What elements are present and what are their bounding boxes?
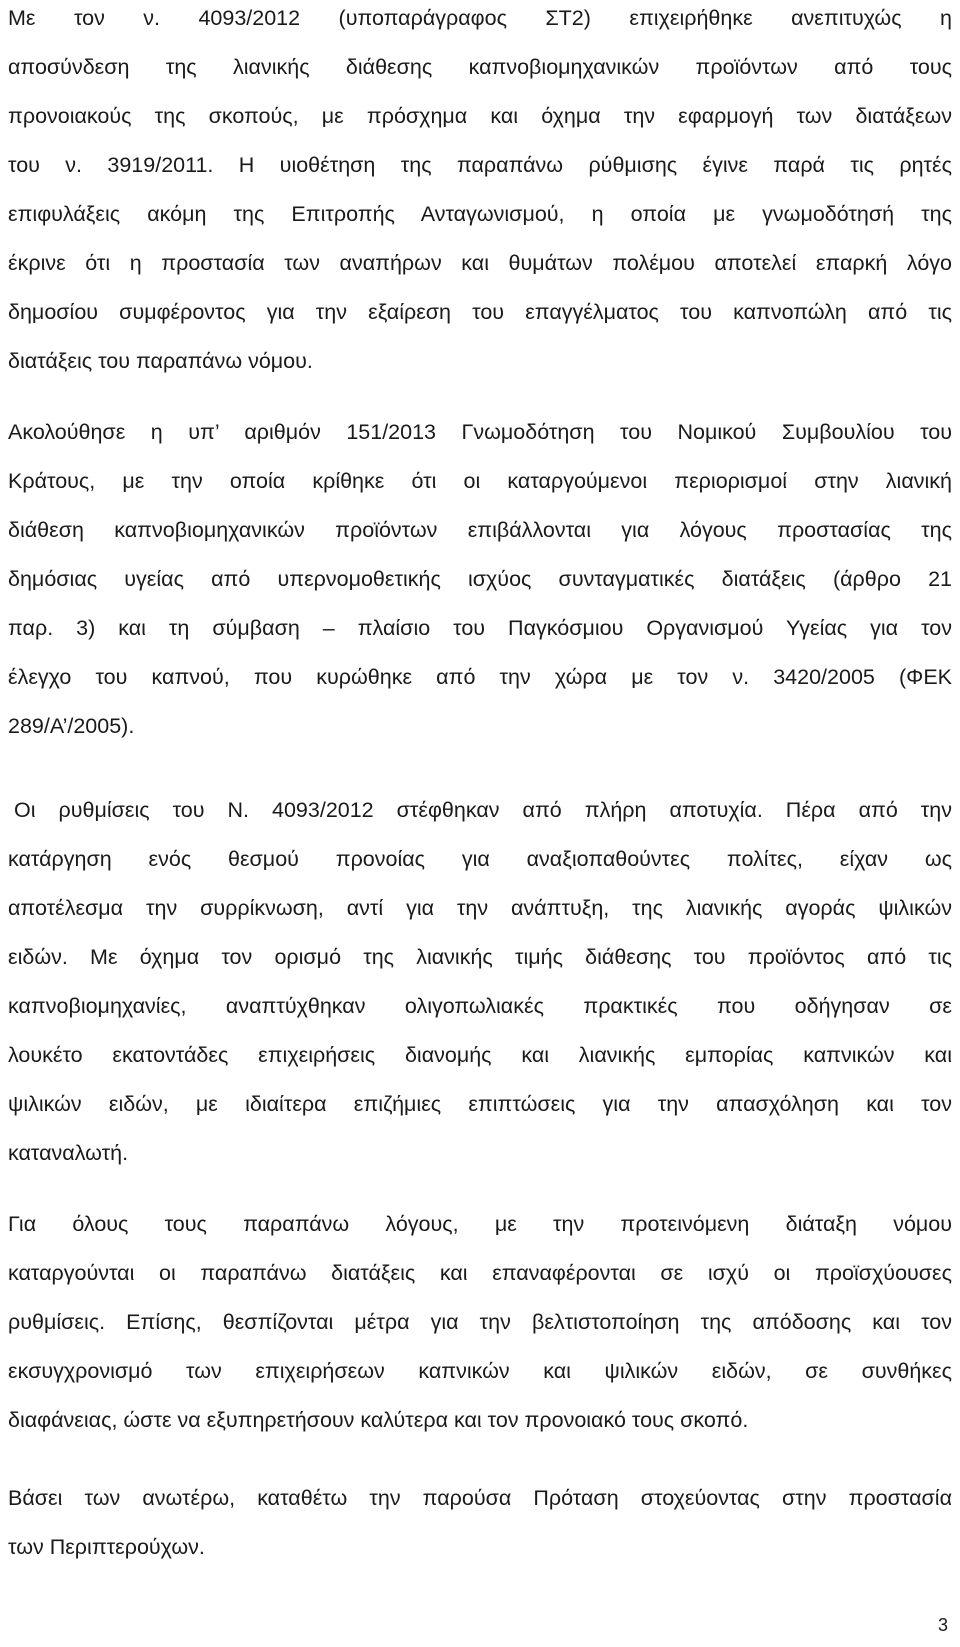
text-line: ρυθμίσεις. Επίσης, θεσπίζονται μέτρα για την βελτιστοποίηση της απόδοσης και τον (8, 1310, 952, 1334)
text-line: λουκέτο εκατοντάδες επιχειρήσεις διανομής και λιανικής εμπορίας καπνικών και (8, 1043, 952, 1067)
text-line: διατάξεις του παραπάνω νόμου. (8, 349, 313, 373)
text-line: Με τον ν. 4093/2012 (υποπαράγραφος ΣΤ2) επιχειρήθηκε ανεπιτυχώς η (8, 6, 952, 30)
text-line: εκσυγχρονισμό των επιχειρήσεων καπνικών και ψιλικών ειδών, σε συνθήκες (8, 1359, 952, 1383)
page-number: 3 (937, 1615, 948, 1635)
text-line: Κράτους, με την οποία κρίθηκε ότι οι καταργούμενοι περιορισμοί στην λιανική (8, 469, 952, 493)
text-line: Βάσει των ανωτέρω, καταθέτω την παρούσα Πρόταση στοχεύοντας στην προστασία (8, 1486, 952, 1510)
text-line: καταργούνται οι παραπάνω διατάξεις και επαναφέρονται σε ισχύ οι προϊσχύουσες (8, 1261, 952, 1285)
text-line: 289/Α’/2005). (8, 714, 135, 738)
text-line: αποτέλεσμα την συρρίκνωση, αντί για την ανάπτυξη, της λιανικής αγοράς ψιλικών (8, 896, 952, 920)
text-line: του ν. 3919/2011. Η υιοθέτηση της παραπάνω ρύθμισης έγινε παρά τις ρητές (8, 153, 952, 177)
text-line: δημόσιας υγείας από υπερνομοθετικής ισχύος συνταγματικές διατάξεις (άρθρο 21 (8, 567, 952, 591)
paragraph-conclusion (8, 1474, 952, 1572)
text-line: ψιλικών ειδών, με ιδιαίτερα επιζήμιες επιπτώσεις για την απασχόληση και τον (8, 1092, 952, 1116)
text-line: κατάργηση ενός θεσμού προνοίας για αναξιοπαθούντες πολίτες, είχαν ως (8, 847, 952, 871)
text-line: επιφυλάξεις ακόμη της Επιτροπής Ανταγωνισμού, η οποία με γνωμοδότησή της (8, 202, 952, 226)
paragraph-legal-opinion (8, 408, 952, 751)
text-line: έκρινε ότι η προστασία των αναπήρων και θυμάτων πολέμου αποτελεί επαρκή λόγο (8, 251, 952, 275)
text-line: έλεγχο του καπνού, που κυρώθηκε από την χώρα με τον ν. 3420/2005 (ΦΕΚ (8, 665, 952, 689)
text-line: των Περιπτερούχων. (8, 1535, 205, 1559)
text-line: διάθεση καπνοβιομηχανικών προϊόντων επιβάλλονται για λόγους προστασίας της (8, 518, 952, 542)
text-line: παρ. 3) και τη σύμβαση – πλαίσιο του Παγκόσμιου Οργανισμού Υγείας για τον (8, 616, 952, 640)
text-line: Οι ρυθμίσεις του Ν. 4093/2012 στέφθηκαν από πλήρη αποτυχία. Πέρα από την (14, 798, 952, 822)
text-line: διαφάνειας, ώστε να εξυπηρετήσουν καλύτερα και τον προνοιακό τους σκοπό. (8, 1408, 749, 1432)
text-line: καταναλωτή. (8, 1141, 129, 1165)
text-line: προνοιακούς της σκοπούς, με πρόσχημα και όχημα την εφαρμογή των διατάξεων (8, 104, 952, 128)
text-line: καπνοβιομηχανίες, αναπτύχθηκαν ολιγοπωλιακές πρακτικές που οδήγησαν σε (8, 994, 952, 1018)
paragraph-failure-of-regulation (8, 786, 952, 1178)
text-line: Για όλους τους παραπάνω λόγους, με την προτεινόμενη διάταξη νόμου (8, 1212, 952, 1236)
text-line: δημοσίου συμφέροντος για την εξαίρεση του επαγγέλματος του καπνοπώλη από τις (8, 300, 952, 324)
paragraph-law-4093-background (8, 0, 952, 386)
text-line: αποσύνδεση της λιανικής διάθεσης καπνοβιομηχανικών προϊόντων από τους (8, 55, 952, 79)
text-line: ειδών. Με όχημα τον ορισμό της λιανικής τιμής διάθεσης του προϊόντος από τις (8, 945, 952, 969)
paragraph-proposed-provision (8, 1200, 952, 1445)
text-line: Ακολούθησε η υπ’ αριθμόν 151/2013 Γνωμοδότηση του Νομικού Συμβουλίου του (8, 420, 952, 444)
